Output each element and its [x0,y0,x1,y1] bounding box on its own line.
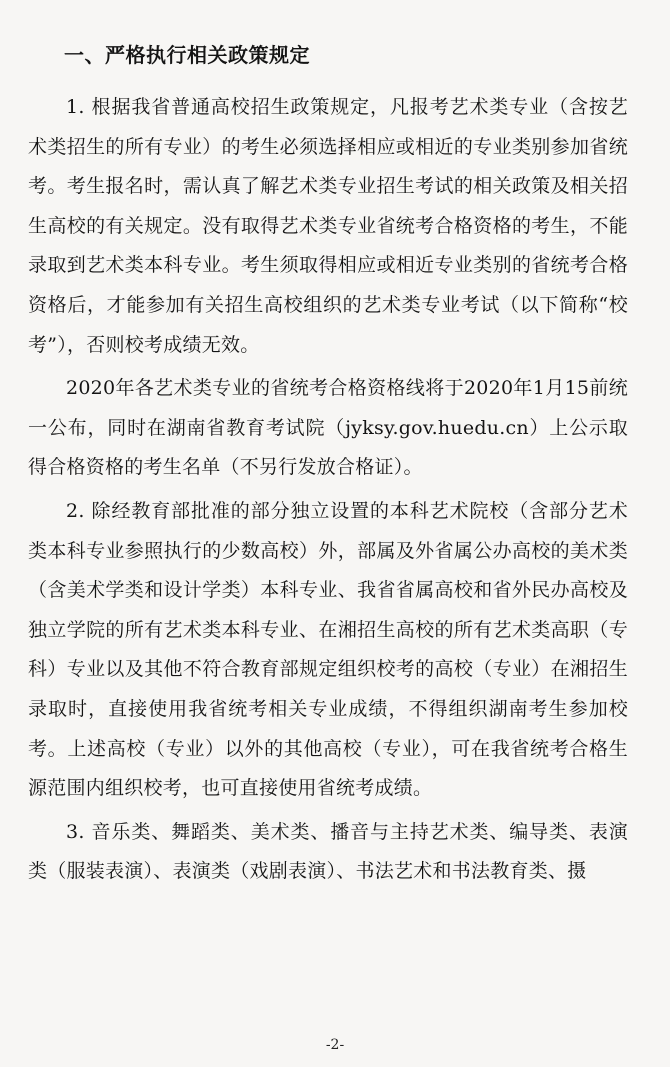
paragraph-3: 2. 除经教育部批准的部分独立设置的本科艺术院校（含部分艺术类本科专业参照执行的少数高校）外，部属及外省属公办高校的美术类（含美术学类和设计学类）本科专业、我省省属高校和省外民办高校及独立学院的所有艺术类本科专业、在湘招生高校的所有艺术类高职（专科）专业以及其他不符合教育部规定组织校考的高校（专业）在湘招生录取时，直接使用我省统考相关专业成绩，不得组织湖南考生参加校考。上述高校（专业）以外的其他高校（专业），可在我省统考合格生源范围内组织校考，也可直接使用省统考成绩。 [28,499,628,800]
page-number: -2- [325,1037,345,1053]
paragraph-2: 2020年各艺术类专业的省统考合格资格线将于2020年1月15前统一公布，同时在湖南省教育考试院（jyksy.gov.huedu.cn）上公示取得合格资格的考生名单（不另行发放合格证）。 [28,377,628,479]
section-heading: 一、严格执行相关政策规定 [64,43,310,67]
paragraph-1: 1. 根据我省普通高校招生政策规定，凡报考艺术类专业（含按艺术类招生的所有专业）的考生必须选择相应或相近的专业类别参加省统考。考生报名时，需认真了解艺术类专业招生考试的相关政策及相关招生高校的有关规定。没有取得艺术类专业省统考合格资格的考生，不能录取到艺术类本科专业。考生须取得相应或相近专业类别的省统考合格资格后，才能参加有关招生高校组织的艺术类专业考试（以下简称“校考”），否则校考成绩无效。 [28,96,628,356]
paragraph-4: 3. 音乐类、舞蹈类、美术类、播音与主持艺术类、编导类、表演类（服装表演）、表演类（戏剧表演）、书法艺术和书法教育类、摄 [28,820,628,883]
